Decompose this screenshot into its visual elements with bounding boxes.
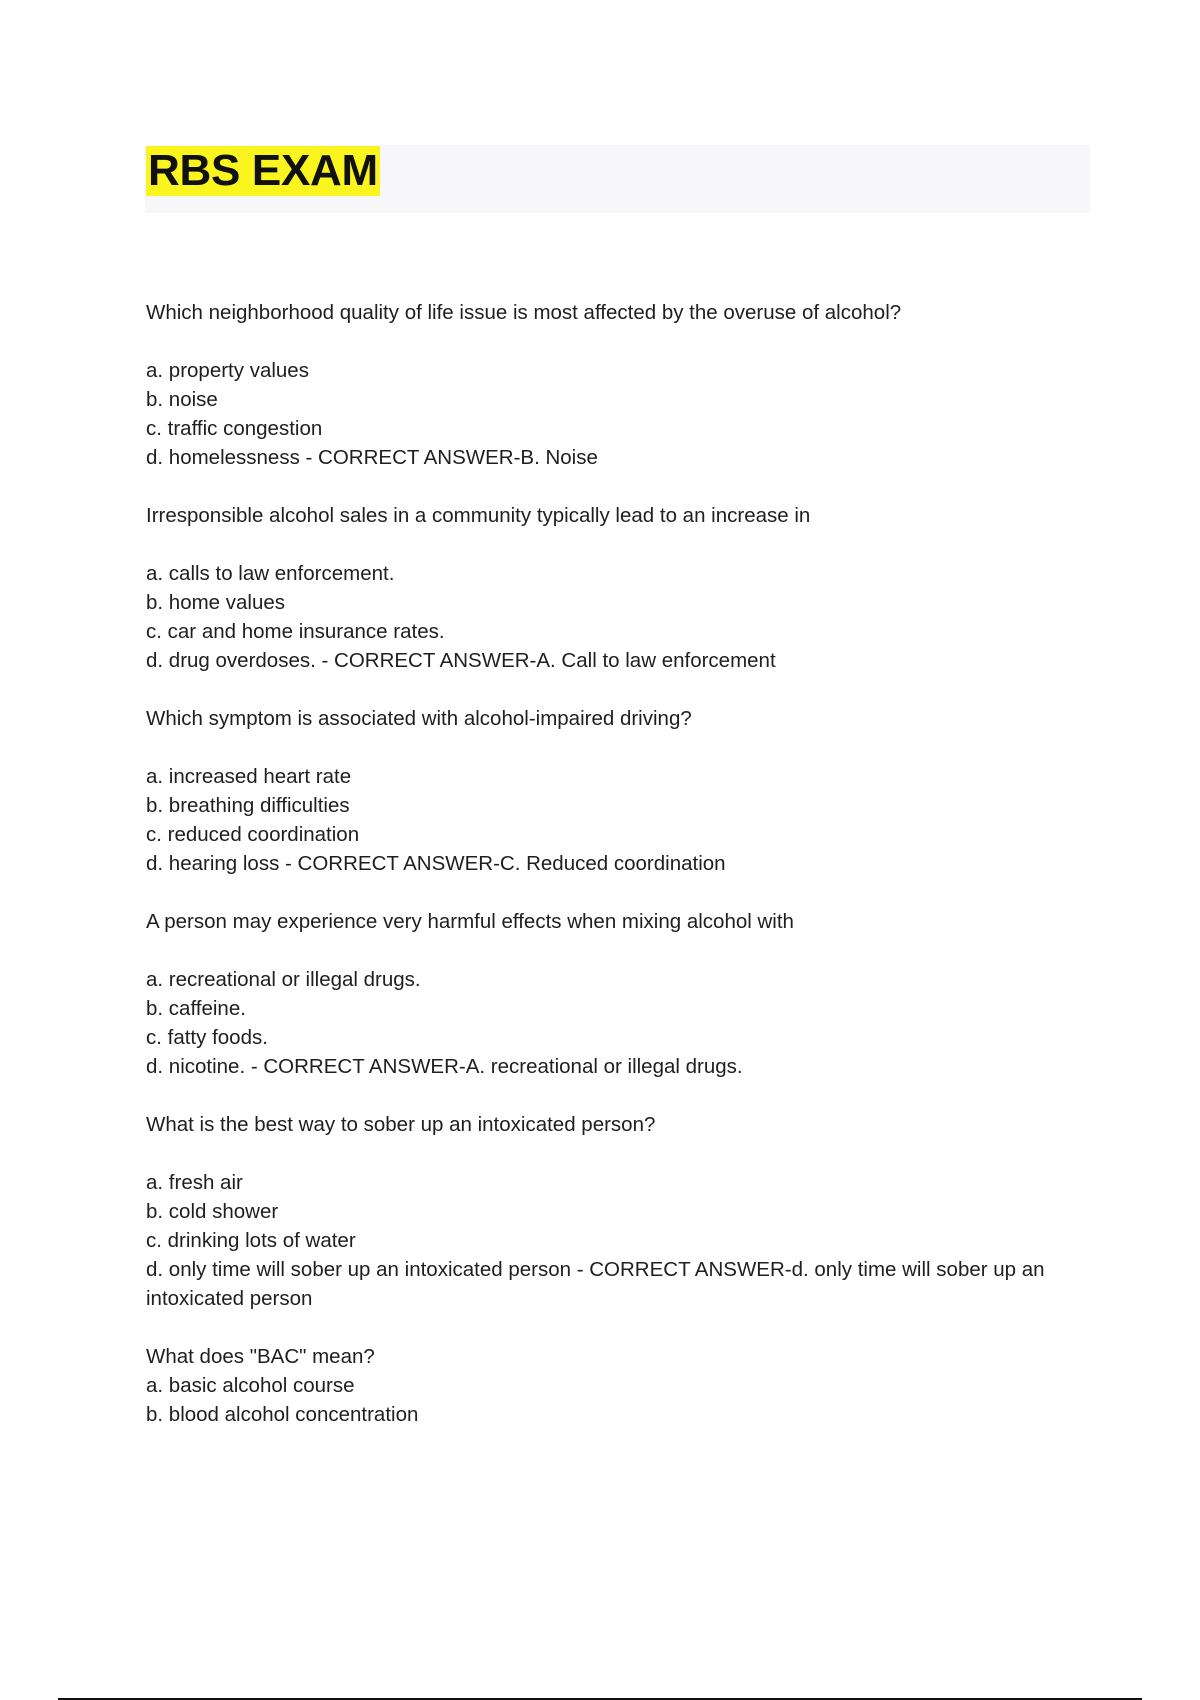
options-6 bbox=[146, 1371, 1096, 1429]
option-with-answer: d. homelessness - CORRECT ANSWER-B. Noise bbox=[146, 446, 598, 469]
options-2 bbox=[146, 559, 1096, 675]
option: c. drinking lots of water bbox=[146, 1229, 356, 1252]
question-5: What is the best way to sober up an intoxicated person? bbox=[146, 1113, 656, 1136]
option: a. basic alcohol course bbox=[146, 1374, 355, 1397]
option: c. traffic congestion bbox=[146, 417, 323, 440]
option-with-answer: d. only time will sober up an intoxicated person - CORRECT ANSWER-d. only time will sober up an intoxicated person bbox=[146, 1258, 1045, 1310]
question-2: Irresponsible alcohol sales in a community typically lead to an increase in bbox=[146, 504, 811, 527]
option: b. noise bbox=[146, 388, 218, 411]
option: b. breathing difficulties bbox=[146, 794, 350, 817]
exam-content bbox=[146, 298, 1096, 1429]
options-4 bbox=[146, 965, 1096, 1081]
option: a. property values bbox=[146, 359, 309, 382]
option: c. reduced coordination bbox=[146, 823, 360, 846]
option: c. fatty foods. bbox=[146, 1026, 268, 1049]
option-with-answer: d. nicotine. - CORRECT ANSWER-A. recreational or illegal drugs. bbox=[146, 1055, 743, 1078]
option: a. fresh air bbox=[146, 1171, 243, 1194]
question-4: A person may experience very harmful effects when mixing alcohol with bbox=[146, 910, 794, 933]
question-3: Which symptom is associated with alcohol-impaired driving? bbox=[146, 707, 692, 730]
option-with-answer: d. drug overdoses. - CORRECT ANSWER-A. Call to law enforcement bbox=[146, 649, 776, 672]
option: b. cold shower bbox=[146, 1200, 279, 1223]
option-with-answer: d. hearing loss - CORRECT ANSWER-C. Reduced coordination bbox=[146, 852, 726, 875]
page-title: RBS EXAM bbox=[148, 146, 378, 195]
option: c. car and home insurance rates. bbox=[146, 620, 445, 643]
options-3 bbox=[146, 762, 1096, 878]
options-1 bbox=[146, 356, 1096, 472]
option: b. home values bbox=[146, 591, 286, 614]
question-1: Which neighborhood quality of life issue is most affected by the overuse of alcohol? bbox=[146, 301, 902, 324]
option: b. caffeine. bbox=[146, 997, 246, 1020]
option: a. increased heart rate bbox=[146, 765, 352, 788]
options-5 bbox=[146, 1168, 1096, 1313]
option: b. blood alcohol concentration bbox=[146, 1403, 419, 1426]
question-6: What does "BAC" mean? bbox=[146, 1345, 375, 1368]
option: a. calls to law enforcement. bbox=[146, 562, 395, 585]
option: a. recreational or illegal drugs. bbox=[146, 968, 421, 991]
